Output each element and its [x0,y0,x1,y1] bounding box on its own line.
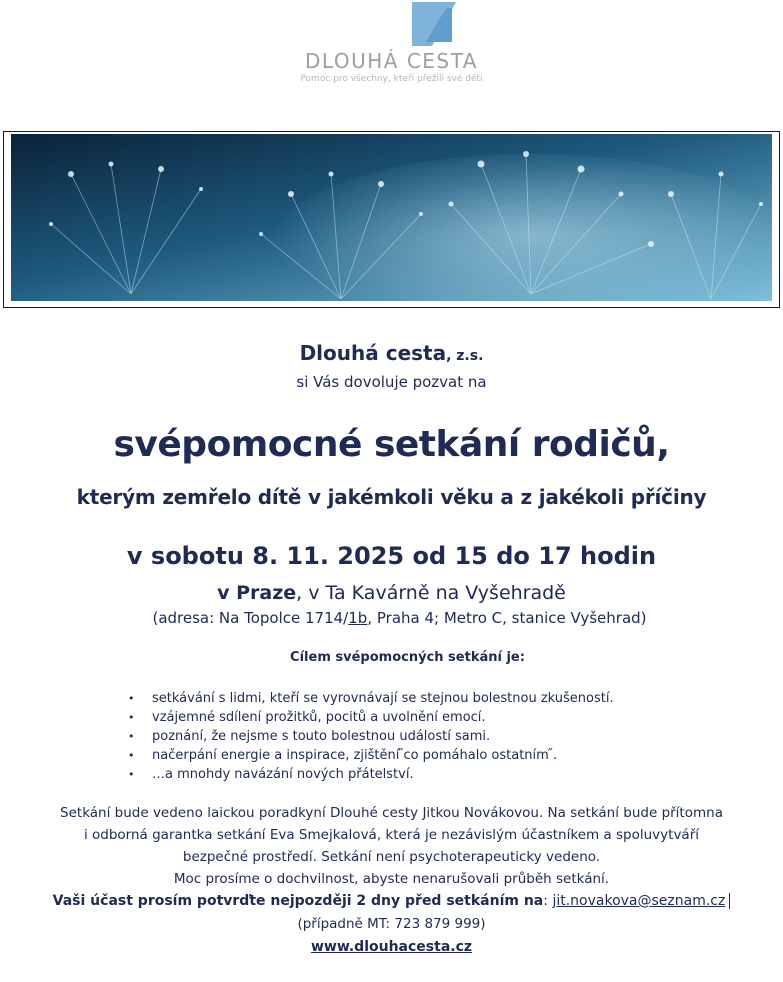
info-paragraph-line: Moc prosíme o dochvilnost, abyste nenarušovali průběh setkání. [173,871,610,887]
logo-mark-icon [412,2,456,46]
confirmation-line: Vaši účast prosím potvrďte nejpozději 2 dny před setkáním na: jit.novakova@seznam.cz [0,893,783,909]
list-item: • …a mnohdy navázání nových přátelství. [128,765,614,784]
event-place: v Praze, v Ta Kavárně na Vyšehradě [217,582,566,604]
goals-heading: Cílem svépomocných setkání je: [290,650,525,665]
event-title: svépomocné setkání rodičů, [113,424,670,465]
list-item: • načerpání energie a inspirace, zjištění ̋co pomáhalo ostatním ̋. [128,746,614,765]
logo-tagline: Pomoc pro všechny, kteří přežili své děti [300,74,483,84]
event-address: (adresa: Na Topolce 1714/1b, Praha 4; Metro C, stanice Vyšehrad) [152,609,647,627]
info-paragraph-line: bezpečné prostředí. Setkání není psychoterapeuticky vedeno. [182,849,601,865]
email-link[interactable]: jit.novakova@seznam.cz [552,893,730,909]
hero-image [11,134,772,301]
event-subtitle: kterým zemřelo dítě v jakémkoli věku a z jakékoli příčiny [76,485,707,509]
organization-name: Dlouhá cesta, z.s. [299,341,484,365]
list-item: • setkávání s lidmi, kteří se vyrovnávají se stejnou bolestnou zkušeností. [128,689,614,708]
invitation-line: si Vás dovoluje pozvat na [296,373,487,391]
info-paragraph-line: i odborná garantka setkání Eva Smejkalová, která je nezávislým účastníkem a spoluvytváří [83,827,700,843]
list-item: • vzájemné sdílení prožitků, pocitů a uvolnění emocí. [128,708,614,727]
event-date: v sobotu 8. 11. 2025 od 15 do 17 hodin [126,542,657,570]
website-link[interactable]: www.dlouhacesta.cz [310,939,473,955]
logo-name: DLOUHÁ CESTA [305,49,478,73]
goals-list [128,689,614,784]
info-paragraph-line: Setkání bude vedeno laickou poradkyní Dlouhé cesty Jitkou Novákovou. Na setkání bude přítomna [60,805,723,821]
organization-suffix: , z.s. [446,348,484,364]
list-item: • poznání, že nejsme s touto bolestnou událostí sami. [128,727,614,746]
phone-line: (případně MT: 723 879 999) [297,916,486,932]
